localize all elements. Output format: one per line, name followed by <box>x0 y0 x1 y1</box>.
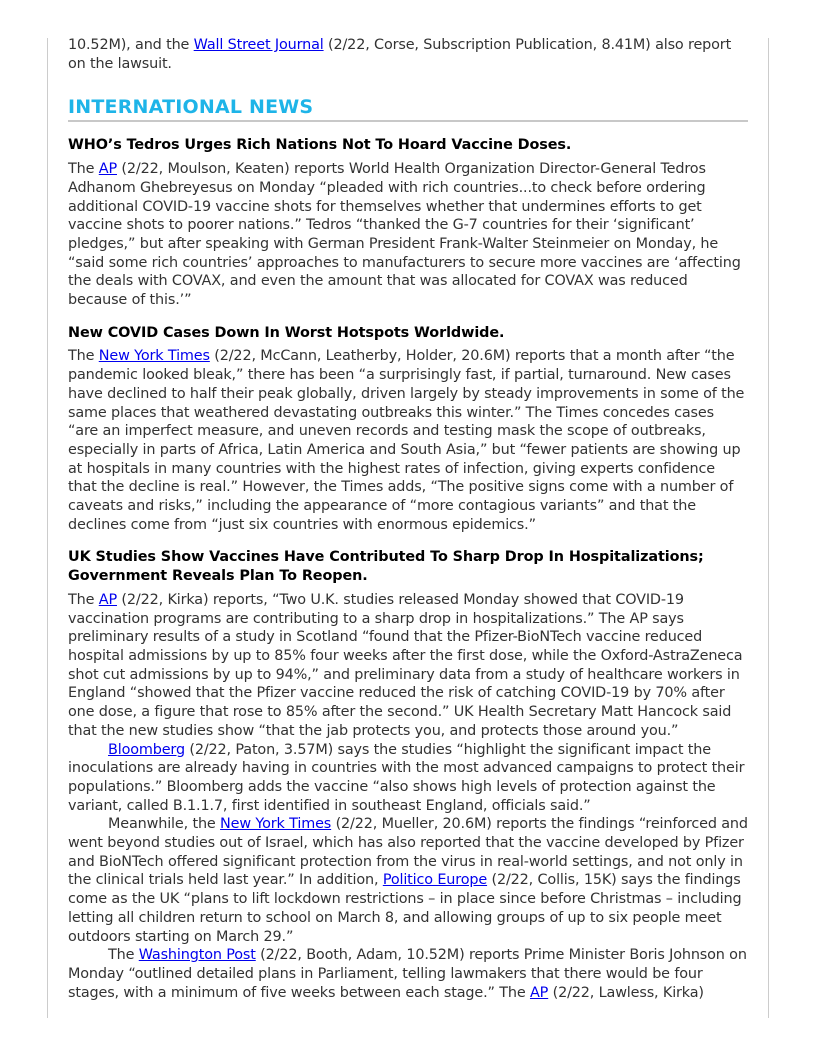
text: (2/22, McCann, Leatherby, Holder, 20.6M) reports that a month after “the pandemic looked bleak,” there has been “a surprisingly fast, if partial, turnaround. New cases have declined to half their peak globally, driven largely by steady improvements in some of the same places that weathered devastating outbreaks this winter.” The Times concedes cases “are an imperfect measure, and uneven records and testing mask the scope of outbreaks, especially in parts of Africa, Latin America and South Asia,” but “fewer patients are showing up at hospitals in many countries with the highest rates of infection, giving experts confidence that the decline is real.” However, the Times adds, “The positive signs come with a number of caveats and risks,” including the appearance of “more contagious variants” and that the declines come from “just six countries with enormous epidemics.” <box>68 348 745 533</box>
wall-street-journal-link[interactable]: Wall Street Journal <box>193 37 324 53</box>
section-heading: INTERNATIONAL NEWS <box>68 95 748 122</box>
text: (2/22, Booth, Adam, 10.52M) reports Prime Minister Boris Johnson on Monday “outlined detailed plans in Parliament, telling lawmakers that there would be four stages, with a minimum of five weeks between each stage.” The <box>68 947 747 1001</box>
article-paragraph <box>68 946 748 1002</box>
article-headline: New COVID Cases Down In Worst Hotspots Worldwide. <box>68 324 505 341</box>
politico-europe-link[interactable]: Politico Europe <box>382 872 488 889</box>
text: The <box>68 161 99 178</box>
article-covid-cases-down <box>68 324 748 535</box>
article-paragraph <box>68 160 748 310</box>
text: (2/22, Lawless, Kirka) <box>548 984 704 1001</box>
article-headline: UK Studies Show Vaccines Have Contributed To Sharp Drop In Hospitalizations; Government Reveals Plan To Reopen. <box>68 549 704 585</box>
text: (2/22, Paton, 3.57M) says the studies “highlight the significant impact the inoculations are already having in countries with the most advanced campaigns to protect their populations.” Bloomberg adds the vaccine “also shows high levels of protection against the variant, called B.1.1.7, first identified in southeast England, officials said.” <box>68 741 745 814</box>
continuation-paragraph <box>68 36 748 73</box>
ap-link[interactable]: AP <box>529 984 549 1001</box>
text: (2/22, Moulson, Keaten) reports World Health Organization Director-General Tedros Adhanom Ghebreyesus on Monday “pleaded with rich countries...to check before ordering additional COVID-19 vaccine shots for themselves whether that undermines efforts to get vaccine shots to poorer nations.” Tedros “thanked the G-7 countries for their ‘significant’ pledges,” but after speaking with German President Frank-Walter Steinmeier on Monday, he “said some rich countries’ approaches to manufacturers to secure more vaccines are ‘affecting the deals with COVAX, and even the amount that was allocated for COVAX was reduced because of this.’” <box>68 161 741 309</box>
bloomberg-link[interactable]: Bloomberg <box>108 741 185 758</box>
text: (2/22, Kirka) reports, “Two U.K. studies released Monday showed that COVID-19 vaccination programs are contributing to a sharp drop in hospitalizations.” The AP says preliminary results of a study in Scotland “found that the Pfizer-BioNTech vaccine reduced hospital admissions by up to 85% four weeks after the first dose, while the Oxford-AstraZeneca shot cut admissions by up to 94%,” and preliminary data from a study of healthcare workers in England “showed that the Pfizer vaccine reduced the risk of catching COVID-19 by 70% after one dose, a figure that rose to 85% after the second.” UK Health Secretary Matt Hancock said that the new studies show “that the jab protects you, and protects those around you.” <box>68 591 743 739</box>
article-paragraph <box>68 815 748 946</box>
article-paragraph <box>68 347 748 534</box>
article-paragraph <box>68 741 748 816</box>
text: (2/22, Mueller, 20.6M) reports the findings “reinforced and went beyond studies out of Israel, which has also reported that the vaccine developed by Pfizer and BioNTech offered significant protection from the virus in real-world settings, and not only in the clinical trials held last year.” In addition, <box>68 816 748 889</box>
text: 10.52M), and the <box>68 37 194 53</box>
new-york-times-link[interactable]: New York Times <box>220 816 332 833</box>
text: (2/22, Corse, Subscription Publication, 8.41M) also report on the lawsuit. <box>68 37 732 72</box>
text: Meanwhile, the <box>108 816 221 833</box>
new-york-times-link[interactable]: New York Times <box>98 348 210 365</box>
text: (2/22, Collis, 15K) says the findings come as the UK “plans to lift lockdown restrictions – in place since before Christmas – including letting all children return to school on March 8, and allowing groups of up to six people meet outdoors starting on March 29.” <box>68 872 742 945</box>
washington-post-link[interactable]: Washington Post <box>138 947 256 964</box>
article-who-tedros <box>68 136 748 309</box>
ap-link[interactable]: AP <box>98 591 117 608</box>
text: The <box>108 947 139 964</box>
text: The <box>68 348 99 365</box>
newsletter-content <box>68 36 748 1002</box>
article-headline: WHO’s Tedros Urges Rich Nations Not To Hoard Vaccine Doses. <box>68 137 572 154</box>
ap-link[interactable]: AP <box>98 161 117 178</box>
text: The <box>68 591 99 608</box>
article-paragraph <box>68 591 748 741</box>
article-uk-studies <box>68 548 748 1002</box>
